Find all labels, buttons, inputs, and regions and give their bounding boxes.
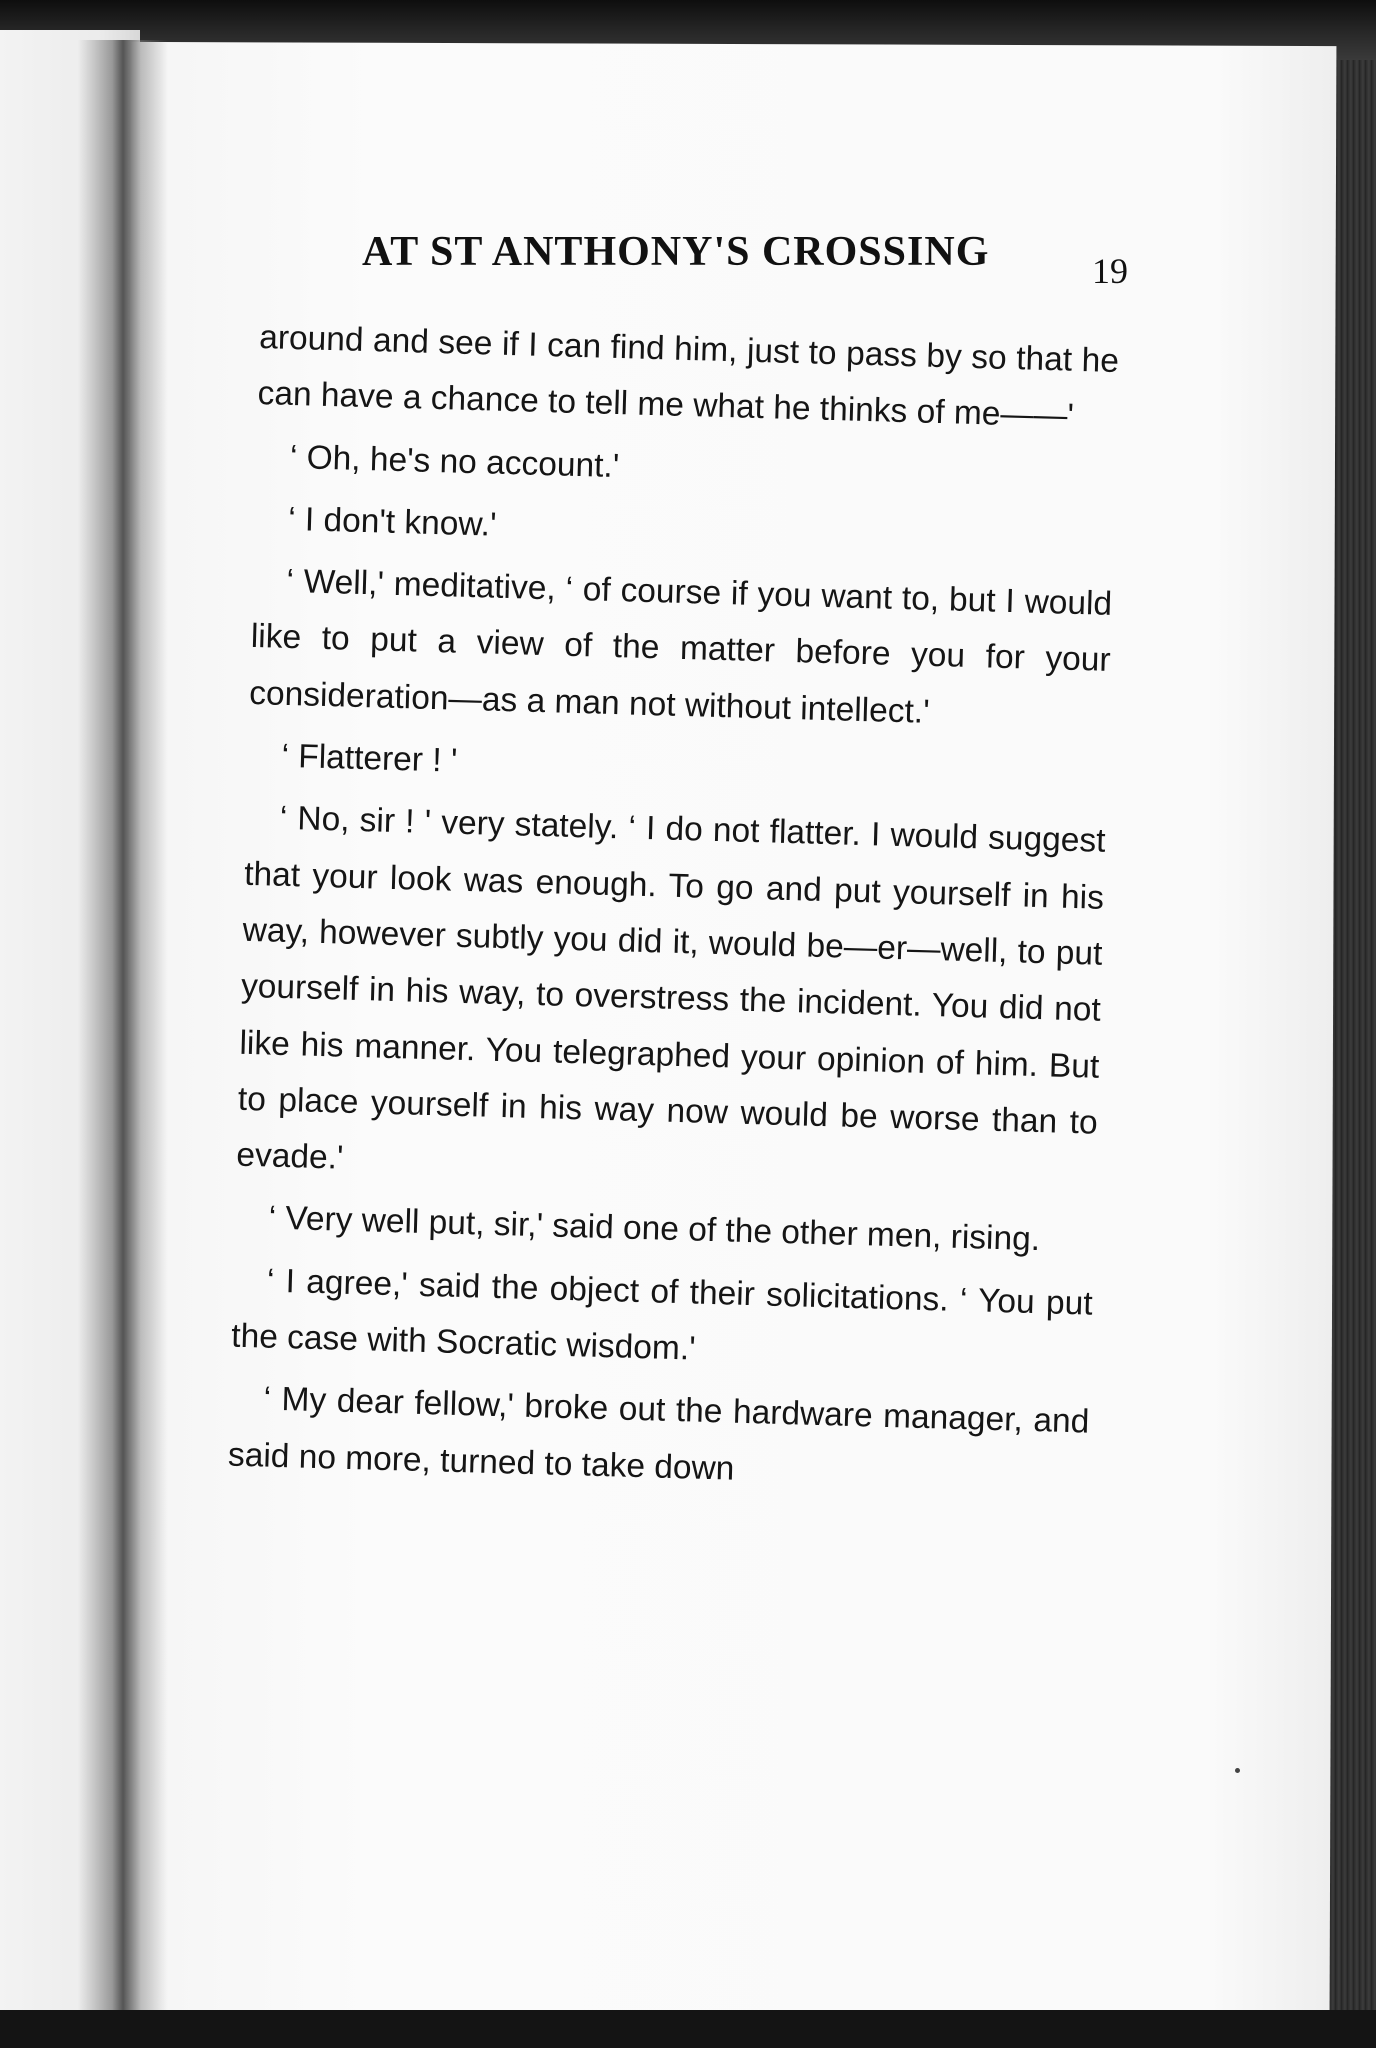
page-header bbox=[362, 228, 1142, 298]
paragraph: ‘ Very well put, sir,' said one of the other men, rising. bbox=[268, 1200, 1041, 1259]
paragraph: ‘ No, sir ! ' very stately. ‘ I do not flatter. I would suggest that your look was enough. To go and put yourself in his way, however subtly you did it, would be—er—well, to put yourself in his way, to overstress the incident. You did not like his manner. You telegraphed your opinion of him. But to place yourself in his way now would be worse than to evade.' bbox=[235, 800, 1107, 1177]
book-gutter-shadow bbox=[78, 40, 168, 2015]
paragraph: around and see if I can find him, just to pass by so that he can have a chance to tell me what he thinks of me——' bbox=[257, 318, 1120, 436]
paragraph: ‘ Oh, he's no account.' bbox=[289, 438, 620, 485]
paragraph: ‘ I don't know.' bbox=[287, 500, 497, 544]
scan-speck bbox=[1235, 1768, 1240, 1773]
scan-bottom-edge bbox=[0, 2010, 1376, 2048]
paragraph: ‘ Flatterer ! ' bbox=[281, 737, 458, 780]
running-title: AT ST ANTHONY'S CROSSING bbox=[362, 229, 990, 275]
body-text bbox=[227, 310, 1119, 1507]
paragraph: ‘ I agree,' said the object of their solicitations. ‘ You put the case with Socratic wisdom.' bbox=[230, 1262, 1094, 1368]
paragraph: ‘ My dear fellow,' broke out the hardware manager, and said no more, turned to take down bbox=[227, 1380, 1090, 1488]
page-number: 19 bbox=[1092, 251, 1128, 291]
paragraph: ‘ Well,' meditative, ‘ of course if you want to, but I would like to put a view of the matter before you for your consideration—as a man not without intellect.' bbox=[248, 563, 1113, 731]
